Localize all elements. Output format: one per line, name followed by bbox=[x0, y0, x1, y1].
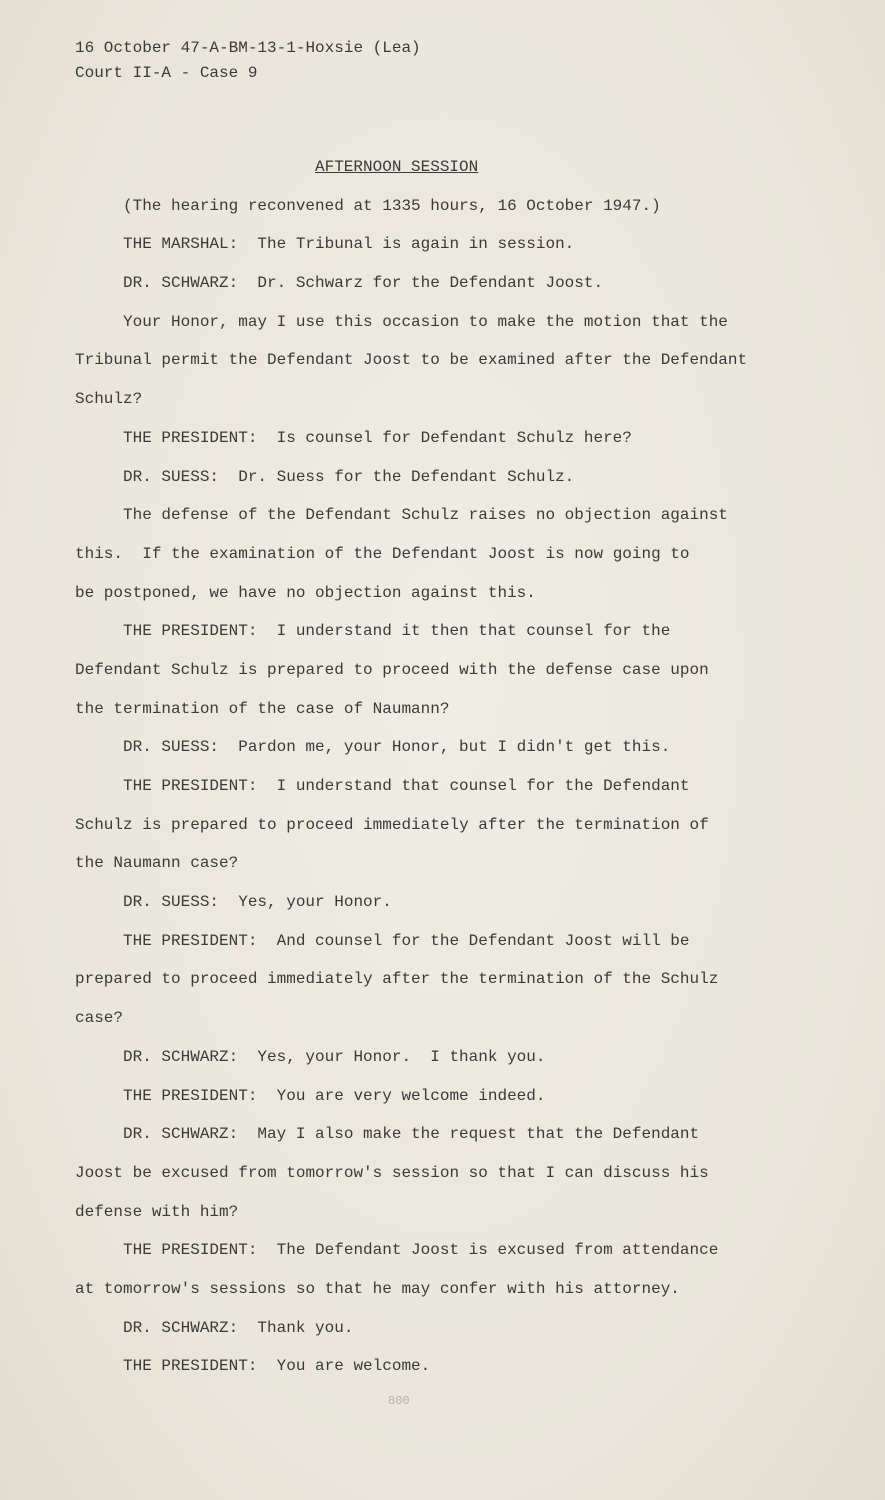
header-line-2: Court II-A - Case 9 bbox=[75, 64, 258, 82]
transcript-line: Schulz? bbox=[75, 390, 143, 409]
transcript-line: THE PRESIDENT: You are welcome. bbox=[123, 1357, 431, 1376]
transcript-line: THE PRESIDENT: And counsel for the Defendant Joost will be bbox=[123, 931, 690, 950]
transcript-line: THE MARSHAL: The Tribunal is again in session. bbox=[123, 235, 575, 254]
transcript-line: THE PRESIDENT: Is counsel for Defendant Schulz here? bbox=[123, 428, 632, 447]
transcript-line: THE PRESIDENT: I understand that counsel for the Defendant bbox=[123, 777, 690, 795]
transcript-line: Your Honor, may I use this occasion to make the motion that the bbox=[123, 312, 728, 331]
transcript-line: Joost be excused from tomorrow's session so that I can discuss his bbox=[75, 1163, 709, 1182]
transcript-line: DR. SCHWARZ: Thank you. bbox=[123, 1318, 354, 1337]
session-title: AFTERNOON SESSION bbox=[315, 158, 479, 176]
transcript-line: DR. SCHWARZ: Yes, your Honor. I thank you. bbox=[123, 1047, 546, 1066]
document-header bbox=[75, 36, 421, 86]
transcript-line: this. If the examination of the Defendant Joost is now going to bbox=[75, 544, 690, 563]
transcript-line: DR. SCHWARZ: Dr. Schwarz for the Defendant Joost. bbox=[123, 274, 604, 293]
transcript-line: Defendant Schulz is prepared to proceed with the defense case upon bbox=[75, 660, 709, 679]
transcript-line: DR. SUESS: Yes, your Honor. bbox=[123, 893, 392, 912]
transcript-line: DR. SUESS: Dr. Suess for the Defendant Schulz. bbox=[123, 467, 575, 486]
transcript-line: THE PRESIDENT: I understand it then that counsel for the bbox=[123, 622, 671, 641]
transcript-line: (The hearing reconvened at 1335 hours, 16 October 1947.) bbox=[123, 196, 661, 215]
header-line-1: 16 October 47-A-BM-13-1-Hoxsie (Lea) bbox=[75, 39, 421, 57]
transcript-line: Schulz is prepared to proceed immediately after the termination of bbox=[75, 815, 709, 834]
transcript-line: defense with him? bbox=[75, 1202, 239, 1221]
transcript-line: THE PRESIDENT: You are very welcome indeed. bbox=[123, 1086, 546, 1105]
transcript-line: The defense of the Defendant Schulz raises no objection against bbox=[123, 506, 728, 525]
transcript-line: the termination of the case of Naumann? bbox=[75, 699, 450, 718]
transcript-line: case? bbox=[75, 1009, 124, 1028]
transcript-body bbox=[75, 148, 865, 1386]
transcript-line: be postponed, we have no objection against this. bbox=[75, 583, 536, 602]
transcript-line: Tribunal permit the Defendant Joost to be examined after the Defendant bbox=[75, 351, 748, 370]
page-number: 800 bbox=[388, 1394, 410, 1408]
transcript-line: THE PRESIDENT: The Defendant Joost is excused from attendance bbox=[123, 1241, 719, 1260]
transcript-line: at tomorrow's sessions so that he may confer with his attorney. bbox=[75, 1279, 680, 1298]
transcript-lines bbox=[75, 187, 865, 1386]
transcript-line: DR. SCHWARZ: May I also make the request that the Defendant bbox=[123, 1125, 700, 1144]
transcript-line: prepared to proceed immediately after the termination of the Schulz bbox=[75, 970, 719, 989]
transcript-line: the Naumann case? bbox=[75, 854, 239, 873]
transcript-line: DR. SUESS: Pardon me, your Honor, but I didn't get this. bbox=[123, 738, 671, 757]
